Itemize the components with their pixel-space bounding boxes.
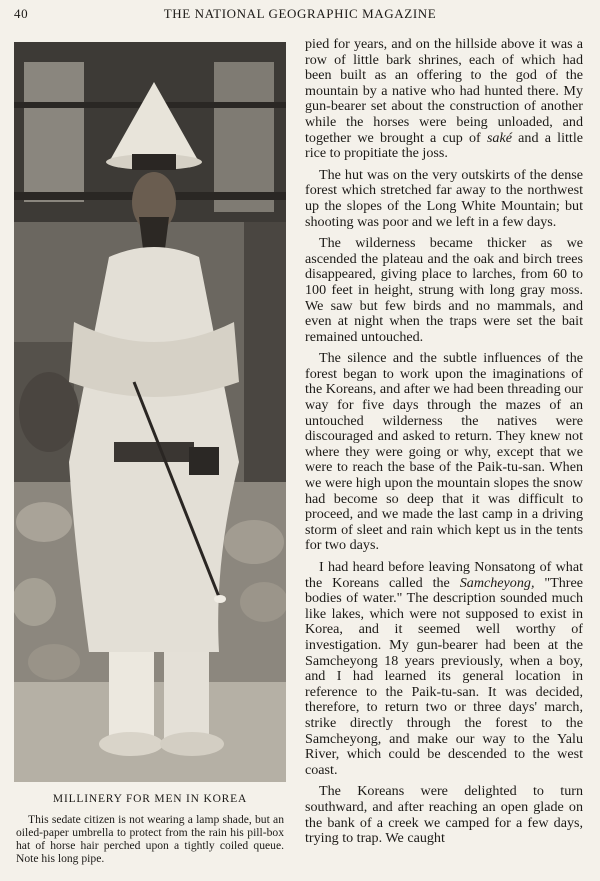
paragraph-1-end: and a little rice to propitiate the joss. — [305, 129, 583, 162]
paragraph-1 — [305, 37, 583, 162]
photo-korean-man — [14, 42, 286, 782]
page-header — [14, 4, 586, 24]
paragraph-6: The Koreans were delighted to turn southward, and after reaching an open glade on the bank of a creek we camped for a few days, trying to trap. We caught — [305, 783, 583, 847]
figure-caption-text: This sedate citizen is not wearing a lamp shade, but an oiled-paper umbrella to protect from the rain his pill-box hat of horse hair perched upon a tightly coiled queue. Note his long pipe. — [16, 813, 284, 865]
running-title: THE NATIONAL GEOGRAPHIC MAGAZINE — [163, 6, 437, 21]
paragraph-4: The silence and the subtle influences of the forest began to work upon the imaginations of the Koreans, and after we had been threading our way for five days through the mazes of an untouched wilderness the natives were discouraged and asked to return. They knew not where they were going or why, except that we were to reach the base of the Paik-tu-san. When we were high upon the mountain slopes the snow had become so deep that it was difficult to proceed, and we made the last camp in a driving storm of sleet and rain which kept us in the tents for two days. — [305, 350, 583, 554]
paragraph-3: The wilderness became thicker as we ascended the plateau and the oak and birch trees disappeared, giving place to larches, from 60 to 100 feet in height, strung with long gray moss. We saw but few birds and no mammals, and even at night when the traps were set the bait remained untouched. — [305, 235, 583, 345]
paragraph-1-italic: saké — [486, 129, 512, 146]
photograph — [14, 42, 286, 782]
paragraph-1-text: pied for years, and on the hillside above it was a row of little bark shrines, each of which had been built as an offering to the god of the mountain by a native who had hunted there. My gun-bearer set about the construction of another while the horses were being unloaded, and together we brought a cup of — [305, 36, 583, 146]
article-column — [305, 37, 583, 853]
paragraph-5 — [305, 560, 583, 778]
figure-caption-title: MILLINERY FOR MEN IN KOREA — [52, 793, 248, 805]
page-number: 40 — [14, 6, 29, 21]
paragraph-5-italic: Samcheyong, — [459, 574, 535, 591]
paragraph-5-end: "Three bodies of water." The description sounded much like lakes, which were not supposed to exist in Korea, and it seemed well worthy of investigation. My gun-bearer had been at the Samcheyong 18 years previously, when a boy, and I had learned its general location in reference to the Paik-tu-san. It was decided, therefore, to return two or three days' march, strike directly through the forest to the Samcheyong, and make our way to the Yalu River, which could be descended to the west coast. — [305, 574, 583, 778]
paragraph-5-text: I had heard before leaving Nonsatong of what the Koreans called the — [305, 559, 583, 591]
paragraph-2: The hut was on the very outskirts of the dense forest which stretched far away to the northwest up the slopes of the Long White Mountain; but shooting was poor and we left in a few days. — [305, 166, 583, 230]
